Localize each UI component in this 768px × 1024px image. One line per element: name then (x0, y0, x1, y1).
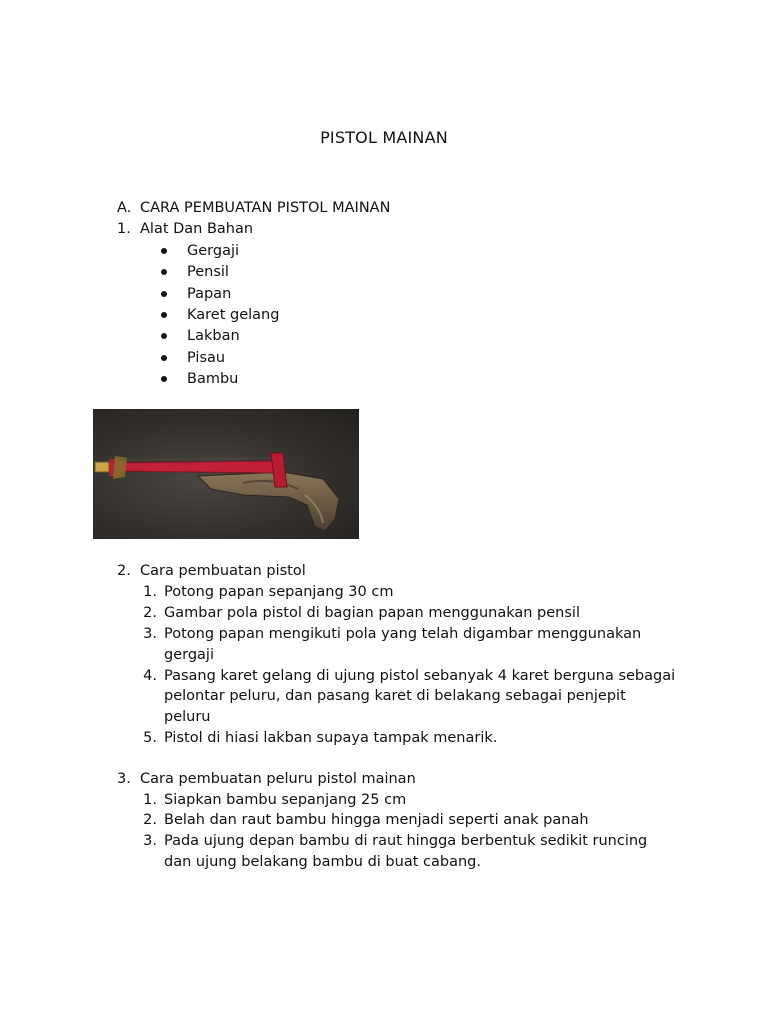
step-text: Potong papan mengikuti pola yang telah digambar menggunakan (164, 626, 642, 642)
step-number: 5. (143, 730, 157, 746)
bullet-icon (161, 291, 167, 297)
bullet-icon (161, 355, 167, 361)
list-item-label: Pisau (187, 350, 226, 366)
section-3-marker: 3. (117, 771, 131, 787)
step-text: peluru (164, 709, 211, 725)
bullet-icon (161, 376, 167, 382)
bullet-icon (161, 269, 167, 275)
section-a-text: CARA PEMBUATAN PISTOL MAINAN (140, 200, 391, 216)
step-text: Siapkan bambu sepanjang 25 cm (164, 792, 407, 808)
step-text: Pistol di hiasi lakban supaya tampak menarik. (164, 730, 498, 746)
step-text: Pada ujung depan bambu di raut hingga berbentuk sedikit runcing (164, 833, 648, 849)
bullet-icon (161, 333, 167, 339)
toy-pistol-illustration (93, 409, 359, 539)
section-a-marker: A. (117, 200, 132, 216)
step-text: dan ujung belakang bambu di buat cabang. (164, 854, 481, 870)
list-item-label: Papan (187, 286, 232, 302)
step-text: gergaji (164, 647, 214, 663)
list-item-label: Gergaji (187, 243, 240, 259)
step-number: 2. (143, 605, 157, 621)
step-text: Belah dan raut bambu hingga menjadi seperti anak panah (164, 812, 589, 828)
list-item-label: Pensil (187, 264, 229, 280)
step-text: Gambar pola pistol di bagian papan menggunakan pensil (164, 605, 580, 621)
step-text: Potong papan sepanjang 30 cm (164, 584, 394, 600)
page-title: PISTOL MAINAN (320, 128, 448, 147)
step-number: 3. (143, 626, 157, 642)
bullet-icon (161, 312, 167, 318)
section-1-marker: 1. (117, 221, 131, 237)
list-item-label: Bambu (187, 371, 239, 387)
bullet-icon (161, 248, 167, 254)
step-number: 2. (143, 812, 157, 828)
list-item-label: Lakban (187, 328, 240, 344)
section-2-marker: 2. (117, 563, 131, 579)
step-number: 1. (143, 792, 157, 808)
list-item-label: Karet gelang (187, 307, 280, 323)
step-number: 3. (143, 833, 157, 849)
section-1-text: Alat Dan Bahan (140, 221, 254, 237)
toy-pistol-photo (93, 409, 359, 539)
step-number: 4. (143, 668, 157, 684)
step-text: pelontar peluru, dan pasang karet di belakang sebagai penjepit (164, 688, 626, 704)
step-text: Pasang karet gelang di ujung pistol sebanyak 4 karet berguna sebagai (164, 668, 676, 684)
section-2-text: Cara pembuatan pistol (140, 563, 306, 579)
step-number: 1. (143, 584, 157, 600)
section-3-text: Cara pembuatan peluru pistol mainan (140, 771, 416, 787)
